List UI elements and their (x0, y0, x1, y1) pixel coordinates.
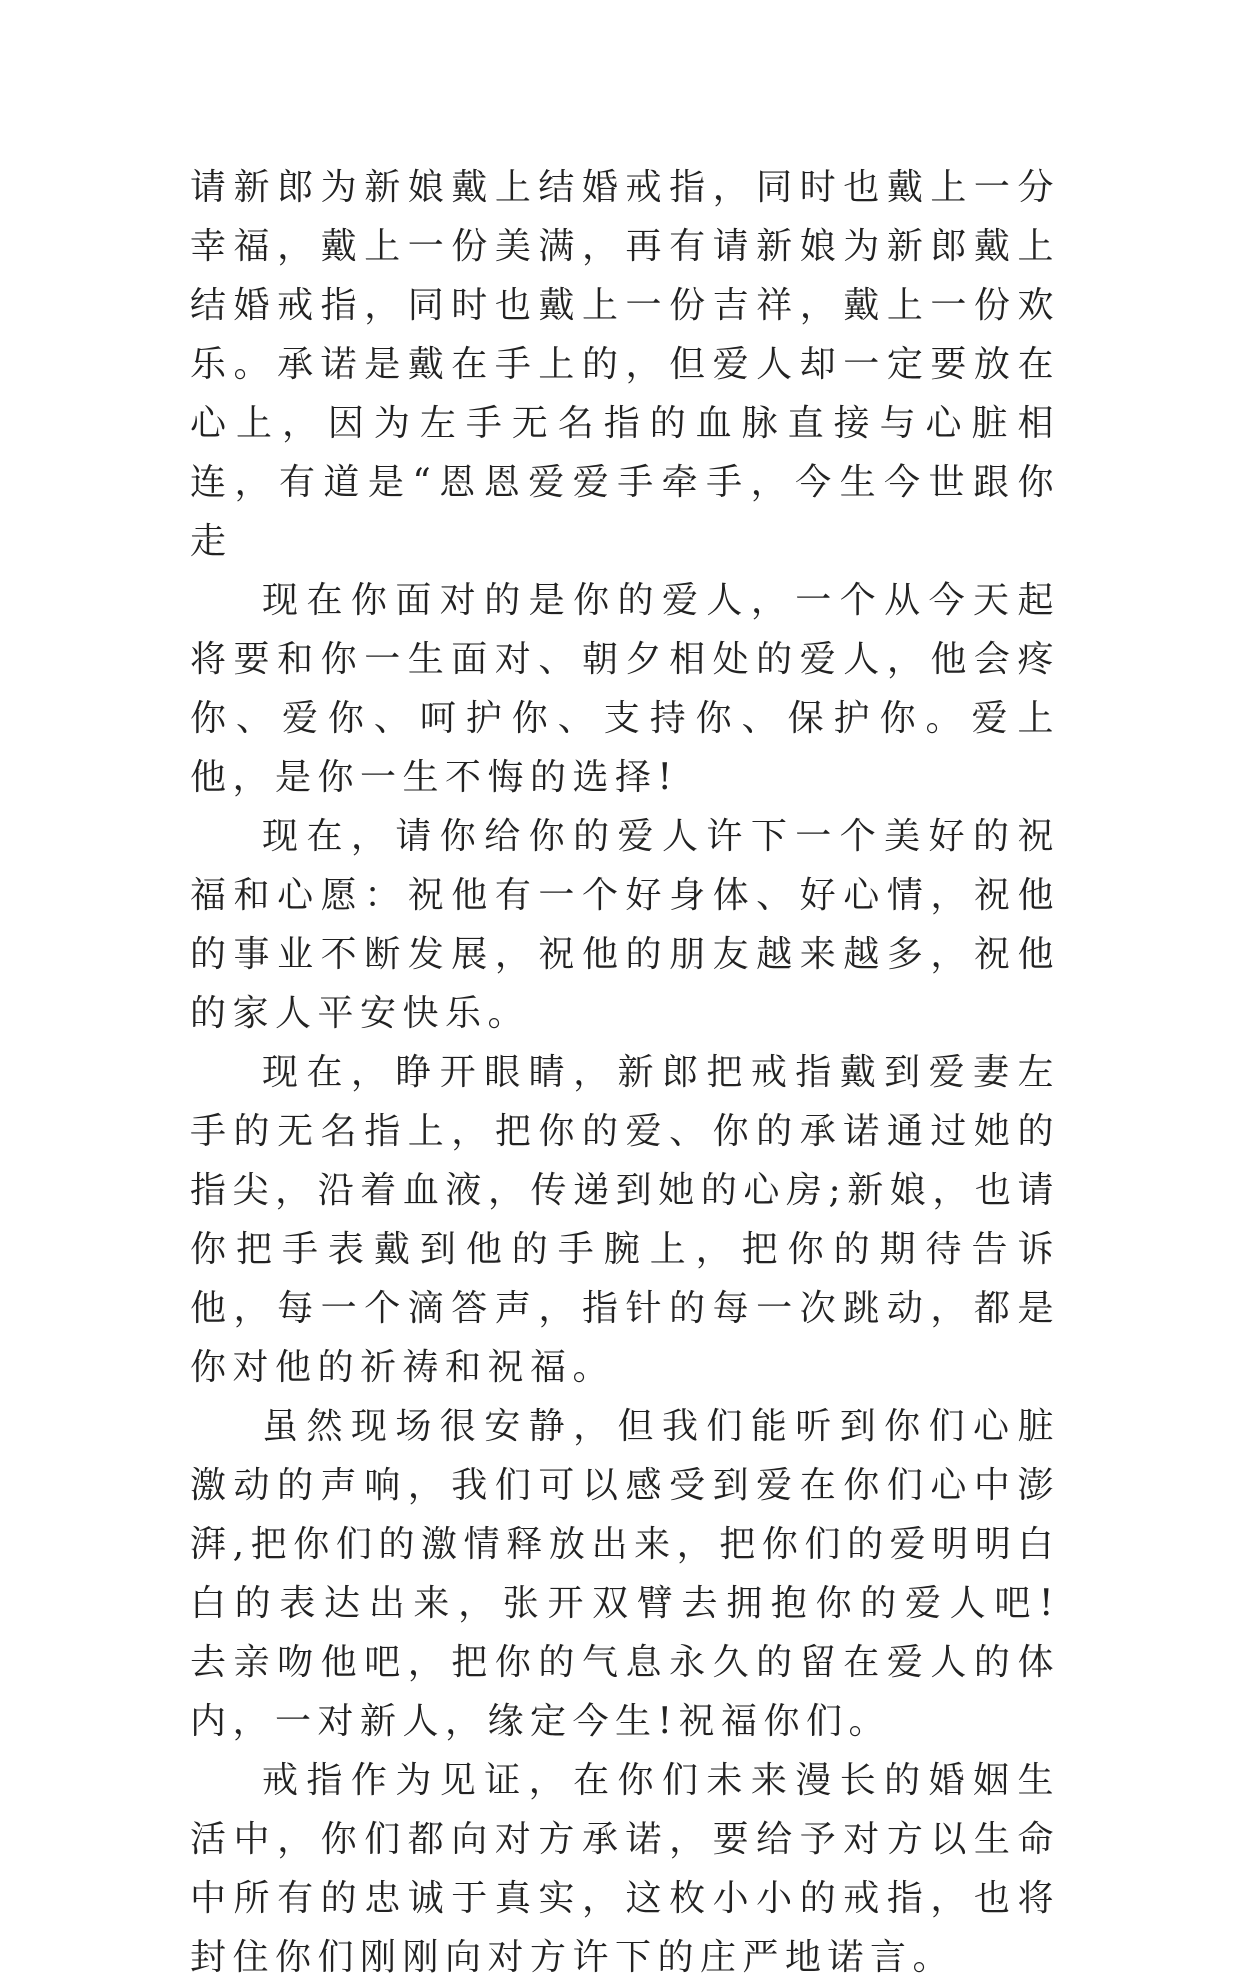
paragraph-1: 请新郎为新娘戴上结婚戒指，同时也戴上一分幸福，戴上一份美满，再有请新娘为新郎戴上结婚戒指，同时也戴上一份吉祥，戴上一份欢乐。承诺是戴在手上的，但爱人却一定要放在心上，因为左手无名指的血脉直接与心脏相连，有道是“恩恩爱爱手牵手，今生今世跟你走 (190, 167, 1060, 562)
document-body (190, 158, 1060, 1987)
paragraph-6: 戒指作为见证，在你们未来漫长的婚姻生活中，你们都向对方承诺，要给予对方以生命中所有的忠诚于真实，这枚小小的戒指，也将封住你们刚刚向对方许下的庄严地诺言。 (190, 1760, 1060, 1978)
paragraph-5: 虽然现场很安静，但我们能听到你们心脏激动的声响，我们可以感受到爱在你们心中澎湃,把你们的激情释放出来，把你们的爱明明白白的表达出来，张开双臂去拥抱你的爱人吧!去亲吻他吧，把你的气息永久的留在爱人的体内，一对新人，缘定今生!祝福你们。 (190, 1406, 1060, 1742)
paragraph-2: 现在你面对的是你的爱人，一个从今天起将要和你一生面对、朝夕相处的爱人，他会疼你、爱你、呵护你、支持你、保护你。爱上他，是你一生不悔的选择! (190, 580, 1060, 798)
paragraph-3: 现在，请你给你的爱人许下一个美好的祝福和心愿：祝他有一个好身体、好心情，祝他的事业不断发展，祝他的朋友越来越多，祝他的家人平安快乐。 (190, 816, 1060, 1034)
paragraph-4: 现在，睁开眼睛，新郎把戒指戴到爱妻左手的无名指上，把你的爱、你的承诺通过她的指尖，沿着血液，传递到她的心房;新娘，也请你把手表戴到他的手腕上，把你的期待告诉他，每一个滴答声，指针的每一次跳动，都是你对他的祈祷和祝福。 (190, 1052, 1060, 1388)
